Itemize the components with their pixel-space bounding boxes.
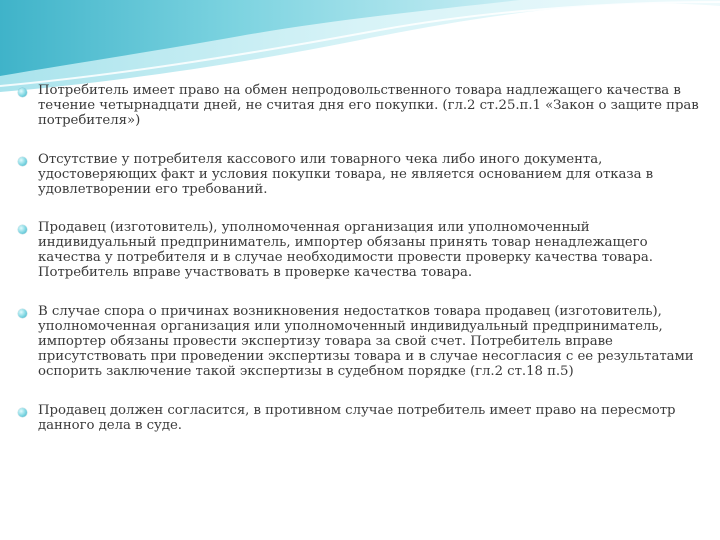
bullet-dot-icon: [18, 408, 27, 417]
bullet-item: [18, 305, 704, 380]
bullet-list: [18, 84, 704, 433]
bullet-item: [18, 221, 704, 281]
bullet-text: Продавец должен согласится, в противном случае потребитель имеет право на пересмотр данного дела в суде.: [38, 402, 676, 433]
bullet-text: Продавец (изготовитель), уполномоченная организация или уполномоченный индивидуальный предприниматель, импортер обязаны принять товар ненадлежащего качества у потребителя и в случае необходимости провести проверку качества товара. Потребитель вправе участвовать в проверке качества товара.: [38, 220, 653, 281]
bullet-text: В случае спора о причинах возникновения недостатков товара продавец (изготовитель), уполномоченная организация или уполномоченный индивидуальный предприниматель, импортер обязаны провести экспертизу товара за свой счет. Потребитель вправе присутствовать при проведении экспертизы товара и в случае несогласия с ее результатами оспорить заключение такой экспертизы в судебном порядке (гл.2 ст.18 п.5): [38, 304, 694, 379]
bullet-text: Потребитель имеет право на обмен непродовольственного товара надлежащего качества в течение четырнадцати дней, не считая дня его покупки. (гл.2 ст.25.п.1 «Закон о защите прав потребителя»): [38, 83, 699, 128]
bullet-dot-icon: [18, 225, 27, 234]
bullet-item: [18, 153, 704, 198]
bullet-dot-icon: [18, 309, 27, 318]
bullet-item: [18, 404, 704, 434]
bullet-dot-icon: [18, 88, 27, 97]
bullet-item: [18, 84, 704, 129]
bullet-text: Отсутствие у потребителя кассового или товарного чека либо иного документа, удостоверяющих факт и условия покупки товара, не является основанием для отказа в удовлетворении его требований.: [38, 151, 654, 197]
bullet-dot-icon: [18, 157, 27, 166]
